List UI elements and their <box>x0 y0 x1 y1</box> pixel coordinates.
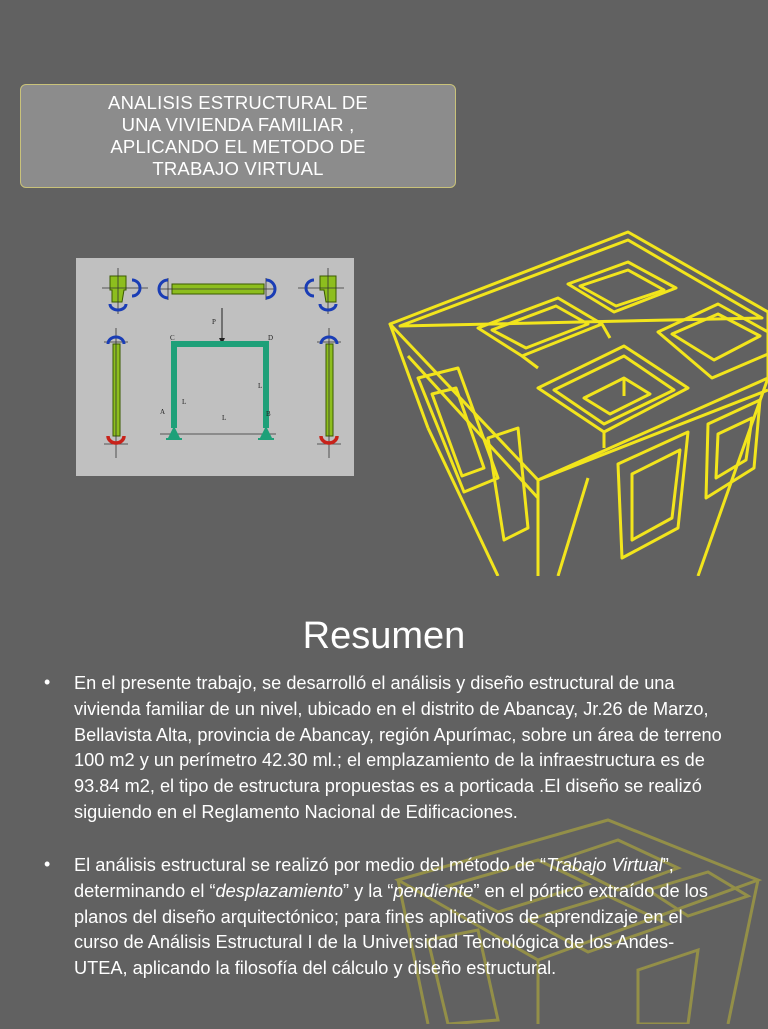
left-column <box>104 328 128 458</box>
label-b: B <box>266 410 271 418</box>
label-a: A <box>160 408 166 416</box>
label-c: C <box>170 334 175 342</box>
label-p: P <box>212 318 216 326</box>
title-text <box>73 92 403 180</box>
p2-emphasis-trabajo-virtual: Trabajo Virtual <box>546 855 663 875</box>
p2-text-4: ” en el pórtico extraído de los planos del diseño arquitectónico; para fines aplicativos de aprendizaje en el curso de Análisis Estructural I de la Universidad Tecnológica de los Andes-UTEA, aplicando la filosofía del cálculo y diseño estructural. <box>74 880 708 979</box>
title-line-2: UNA VIVIENDA FAMILIAR , <box>121 114 355 135</box>
right-column <box>317 328 341 458</box>
bullet-marker-1: • <box>44 672 51 692</box>
portal-frame <box>160 308 276 439</box>
p2-emphasis-pendiente: pendiente <box>393 880 474 901</box>
p2-text-3: ” y la “ <box>342 880 394 901</box>
paragraph-1: En el presente trabajo, se desarrolló el análisis y diseño estructural de una vivienda familiar de un nivel, ubicado en el distrito de Abancay, Jr.26 de Marzo, Bellavista Alta, provincia de Abancay, región Apurímac, sobre un área de terreno 100 m2 y un perímetro 42.30 ml.; el emplazamiento de la infraestructura es de 93.84 m2, el tipo de estructura propuestas es a porticada .El diseño se realizó siguiendo en el Reglamento Nacional de Edificaciones. <box>74 673 722 822</box>
top-beam <box>159 278 276 300</box>
frame-diagram-svg <box>76 258 354 476</box>
section-heading: Resumen <box>302 615 466 657</box>
cube-svg <box>388 228 768 576</box>
title-line-4: TRABAJO VIRTUAL <box>152 158 324 179</box>
bullet-marker-2: • <box>44 854 51 874</box>
label-l-left: L <box>182 398 187 406</box>
corner-element-left <box>102 268 148 314</box>
title-line-1: ANALISIS ESTRUCTURAL DE <box>108 92 368 113</box>
title-box <box>20 84 456 188</box>
wireframe-cube-graphic <box>388 228 768 576</box>
label-l-bottom: L <box>222 414 227 422</box>
p2-text-1: El análisis estructural se realizó por medio del método de “ <box>74 855 547 875</box>
paragraph-2 <box>74 853 724 982</box>
label-d: D <box>268 334 274 342</box>
title-line-3: APLICANDO EL METODO DE <box>110 136 366 157</box>
p2-emphasis-desplazamiento: desplazamiento <box>215 880 343 901</box>
label-l-right: L <box>258 382 263 390</box>
p2-text-2: ”, determinando el “ <box>74 855 674 901</box>
structural-diagram <box>76 258 354 476</box>
corner-element-right <box>298 268 344 314</box>
